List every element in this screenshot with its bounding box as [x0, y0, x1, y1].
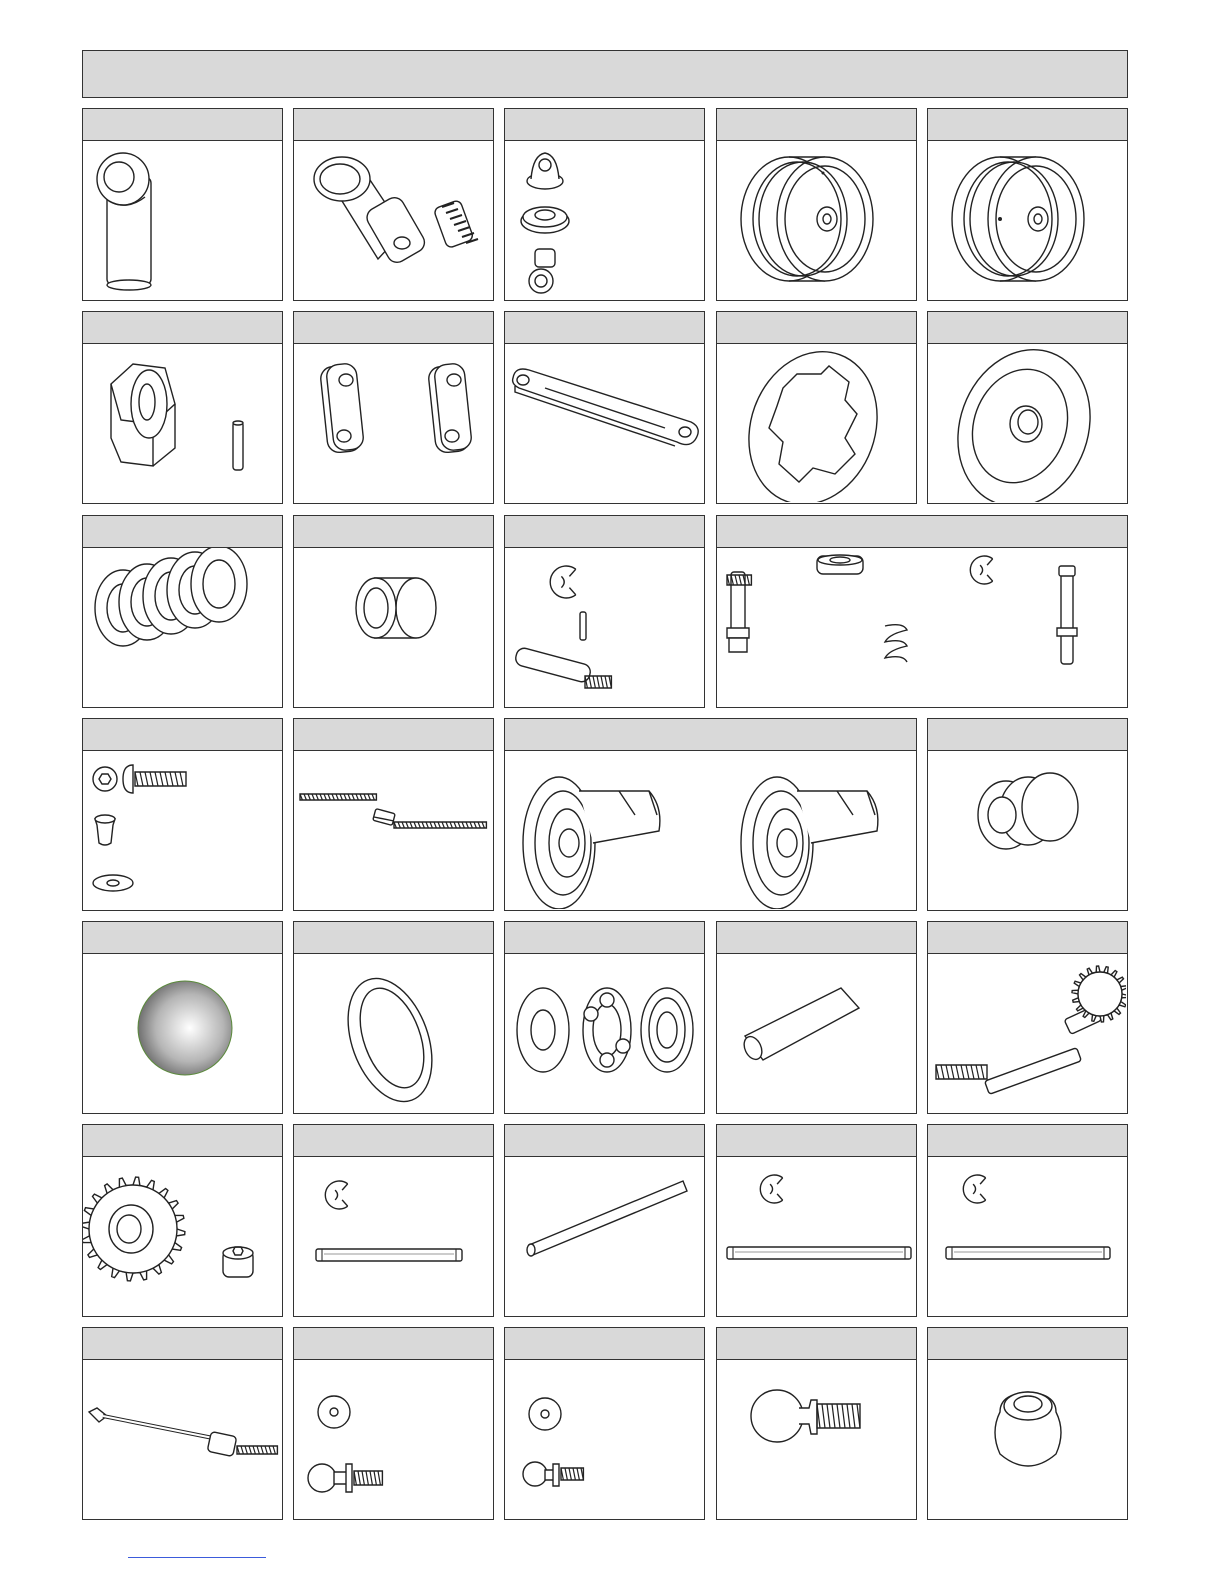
- part-card: [927, 921, 1128, 1114]
- part-card-header: [294, 719, 493, 751]
- pivot-ball-icon: [928, 1360, 1126, 1518]
- diff-ball-icon: [83, 954, 281, 1112]
- part-card: [927, 311, 1128, 504]
- part-card: [293, 515, 494, 708]
- part-card: [716, 1124, 917, 1317]
- part-card-header: [928, 922, 1127, 954]
- slipper-spring-icon: [83, 548, 281, 706]
- part-card-header: [505, 1328, 704, 1360]
- part-card-header: [505, 1125, 704, 1157]
- part-card-header: [83, 109, 282, 141]
- part-card: [716, 1327, 917, 1520]
- hinge-pin-short-icon: [294, 1157, 492, 1315]
- part-card: [293, 311, 494, 504]
- hinge-pin-medium-icon: [717, 1157, 915, 1315]
- part-card: [82, 108, 283, 301]
- steering-link-icon: [505, 344, 703, 502]
- bushing-icon: [294, 548, 492, 706]
- dowel-pin-icon: [717, 954, 915, 1112]
- part-card: [504, 311, 705, 504]
- part-card: [504, 108, 705, 301]
- thrust-bearing-set-icon: [505, 954, 703, 1112]
- part-card-header: [294, 312, 493, 344]
- page-title-banner: [82, 50, 1128, 98]
- thrust-washer-icon: [294, 954, 492, 1112]
- part-card-header: [928, 312, 1127, 344]
- part-card: [716, 921, 917, 1114]
- part-card-header: [505, 922, 704, 954]
- wheel-hex-hub-and-pin-icon: [83, 344, 281, 502]
- part-card-header: [83, 719, 282, 751]
- pressure-plate-icon: [928, 344, 1126, 502]
- part-card: [293, 108, 494, 301]
- part-card-header: [928, 719, 1127, 751]
- part-card: [82, 921, 283, 1114]
- part-card-header: [717, 516, 1127, 548]
- link-plates-icon: [294, 344, 492, 502]
- servo-saver-shaft-set-icon: [717, 548, 1126, 706]
- part-card: [504, 921, 705, 1114]
- part-card-header: [83, 312, 282, 344]
- part-card-header: [294, 1328, 493, 1360]
- part-card: [927, 718, 1128, 911]
- part-card-header: [83, 1328, 282, 1360]
- part-card: [927, 1327, 1128, 1520]
- part-card-header: [505, 109, 704, 141]
- part-card-header: [294, 922, 493, 954]
- slipper-plate-icon: [717, 344, 915, 502]
- part-card: [504, 718, 917, 911]
- hinge-pin-long-icon: [928, 1157, 1126, 1315]
- part-card-header: [505, 312, 704, 344]
- ball-stud-icon: [717, 1360, 915, 1518]
- part-card: [293, 921, 494, 1114]
- rear-wheel-icon: [928, 141, 1126, 299]
- part-card-header: [717, 1125, 916, 1157]
- part-card-header: [717, 922, 916, 954]
- rod-end-icon: [83, 141, 281, 299]
- part-card: [293, 1327, 494, 1520]
- part-card-header: [83, 516, 282, 548]
- part-card-header: [928, 1328, 1127, 1360]
- rod-icon: [505, 1157, 703, 1315]
- part-card-header: [717, 109, 916, 141]
- pin-set-icon: [505, 548, 703, 706]
- part-card: [927, 108, 1128, 301]
- part-card: [82, 515, 283, 708]
- shock-rod-end-set-icon: [505, 141, 703, 299]
- ball-stud-washer-icon: [294, 1360, 492, 1518]
- spring-coupler-icon: [928, 751, 1126, 909]
- part-card: [504, 1327, 705, 1520]
- part-card: [293, 1124, 494, 1317]
- part-card: [82, 311, 283, 504]
- part-card: [504, 1124, 705, 1317]
- part-card: [716, 311, 917, 504]
- part-card-header: [505, 516, 704, 548]
- cvd-driveshaft-icon: [83, 1360, 281, 1518]
- part-card: [82, 1124, 283, 1317]
- part-card: [716, 108, 917, 301]
- part-card: [716, 515, 1128, 708]
- input-shaft-gear-icon: [928, 954, 1126, 1112]
- footer-link-underline[interactable]: [128, 1557, 266, 1558]
- part-card-header: [83, 1125, 282, 1157]
- small-ball-stud-washer-icon: [505, 1360, 703, 1518]
- part-card: [82, 1327, 283, 1520]
- part-card-header: [717, 312, 916, 344]
- part-card: [504, 515, 705, 708]
- part-card-header: [294, 1125, 493, 1157]
- part-card-header: [505, 719, 916, 751]
- part-card-header: [928, 1125, 1127, 1157]
- part-card-header: [717, 1328, 916, 1360]
- diff-outdrives-icon: [505, 751, 915, 909]
- part-card: [293, 718, 494, 911]
- part-card: [82, 718, 283, 911]
- part-card-header: [294, 109, 493, 141]
- part-card: [927, 1124, 1128, 1317]
- screw-bushing-washer-icon: [83, 751, 281, 909]
- part-card-header: [928, 109, 1127, 141]
- part-card-header: [294, 516, 493, 548]
- pinion-gear-icon: [83, 1157, 281, 1315]
- part-card-header: [83, 922, 282, 954]
- rod-end-with-setscrew-icon: [294, 141, 492, 299]
- turnbuckle-icon: [294, 751, 492, 909]
- front-wheel-icon: [717, 141, 915, 299]
